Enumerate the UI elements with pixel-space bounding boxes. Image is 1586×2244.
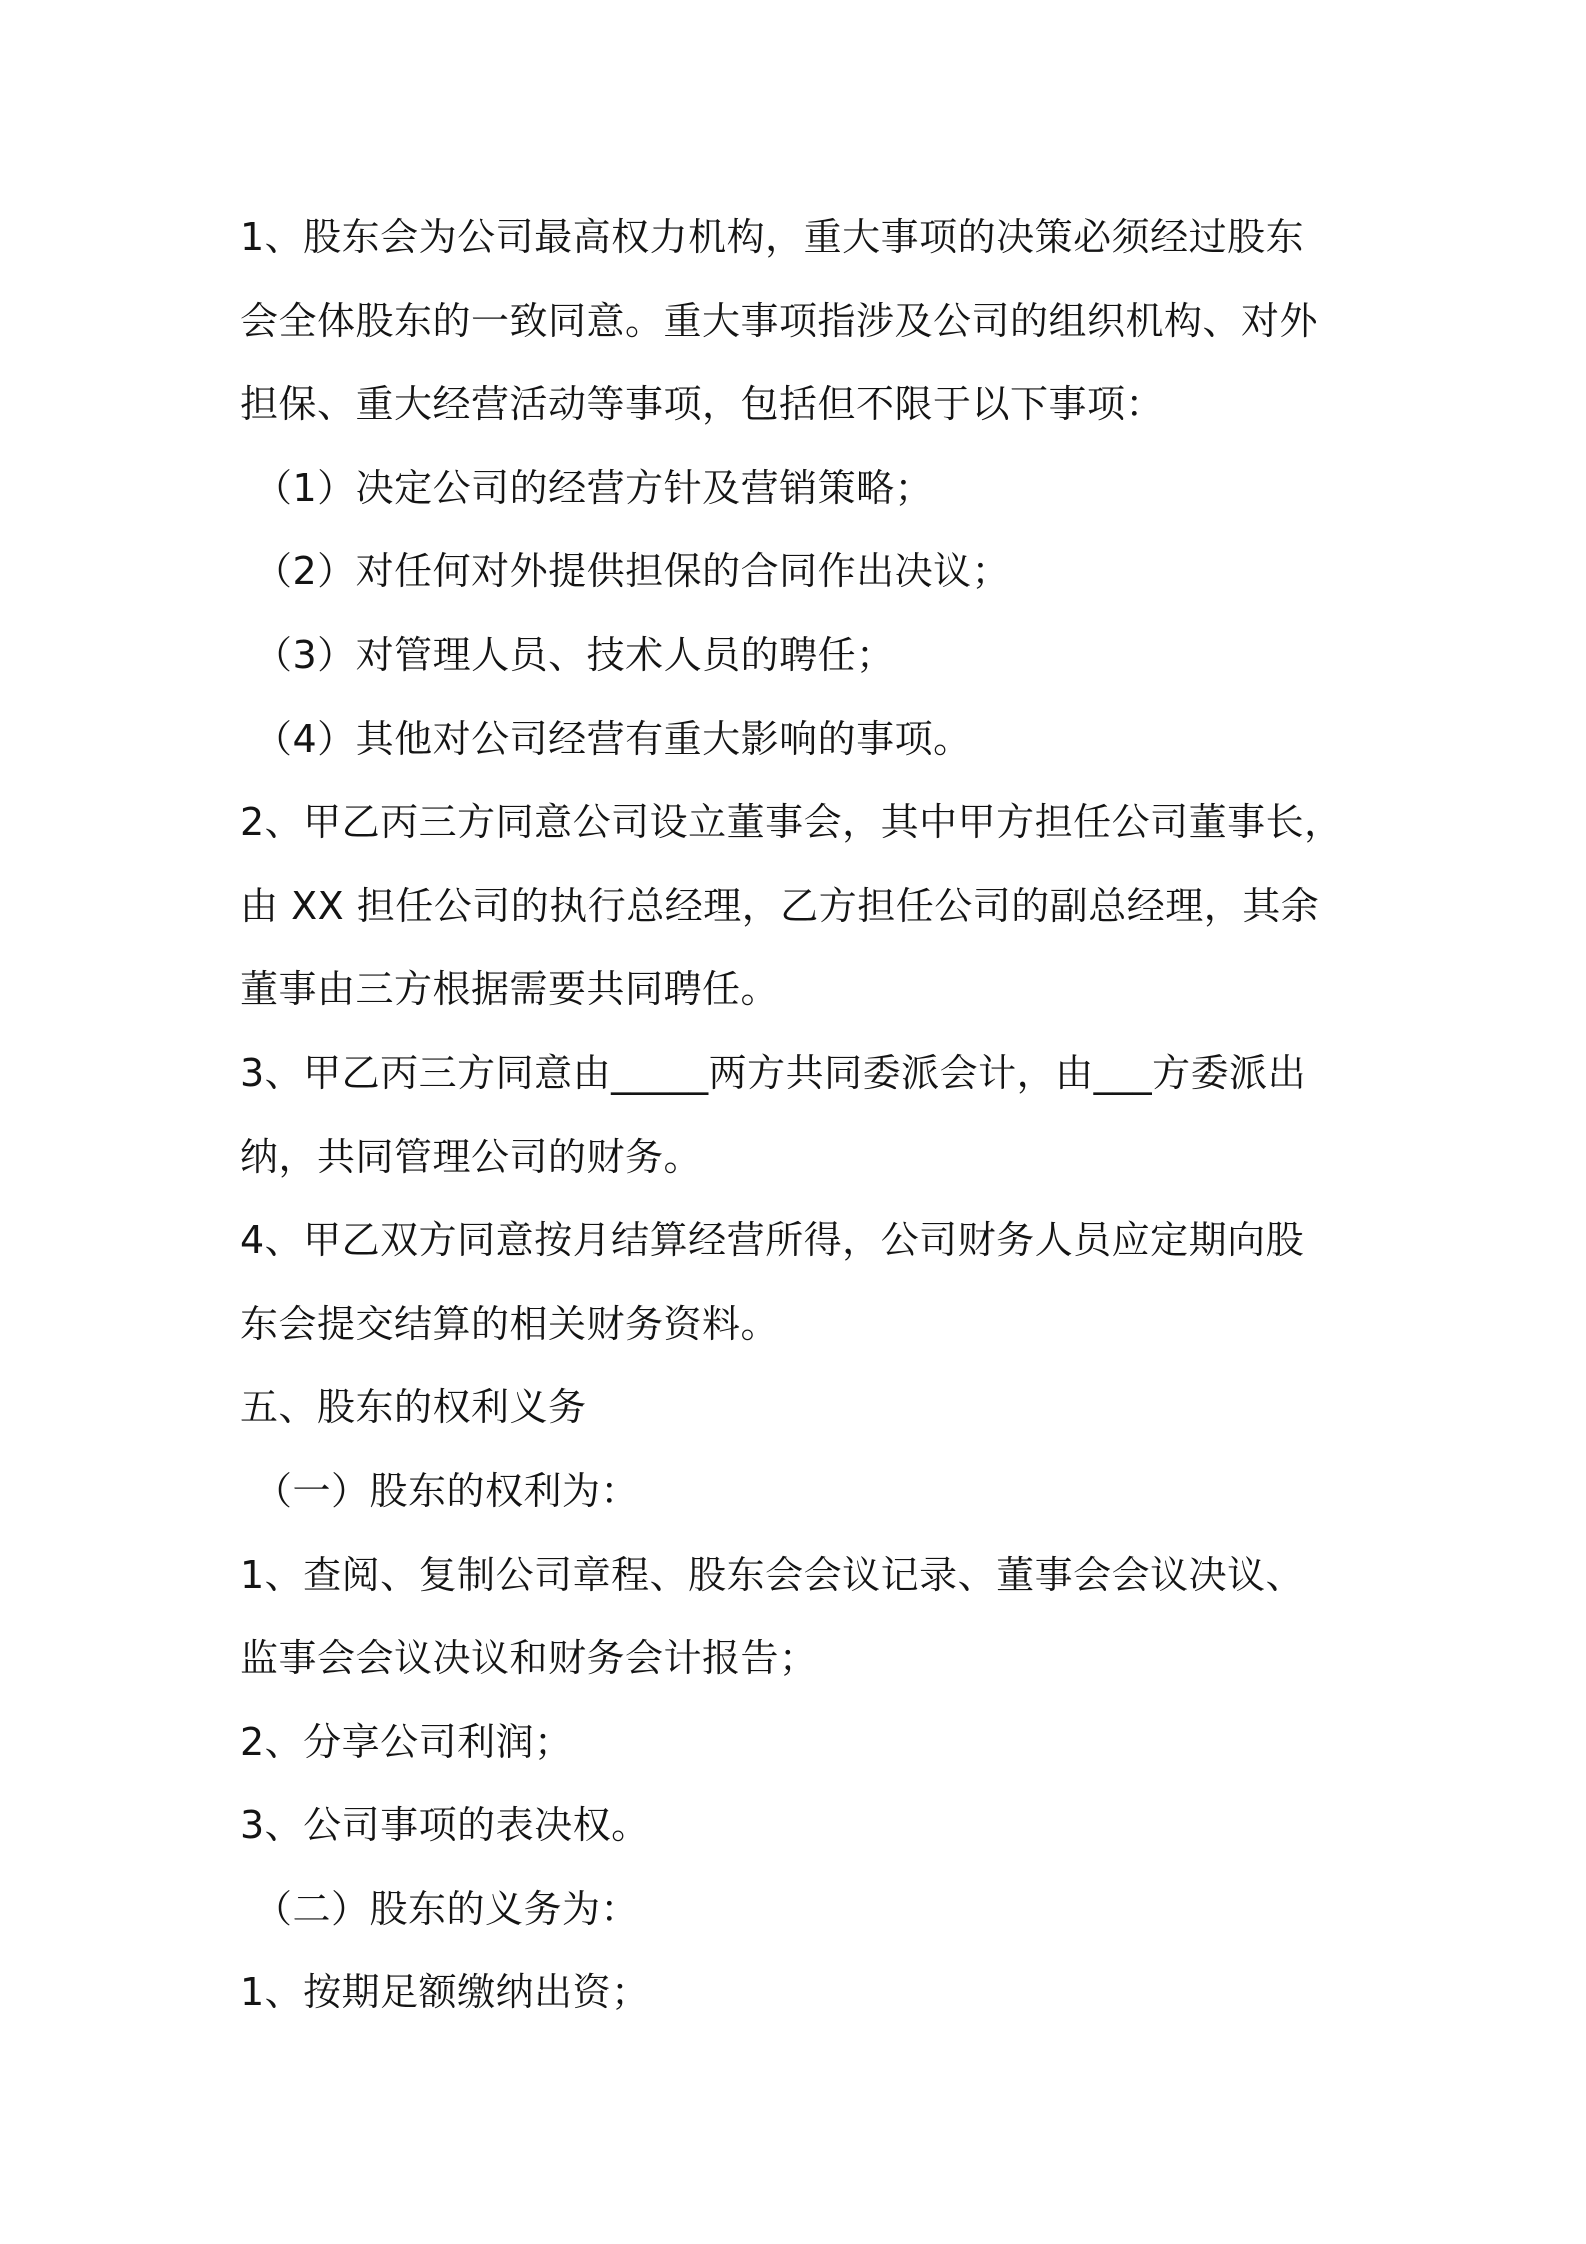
clause-1-line-3: 担保、重大经营活动等事项，包括但不限于以下事项： [240, 382, 1165, 427]
sub-item-2: （2）对任何对外提供担保的合同作出决议； [254, 549, 1011, 594]
sub-item-4: （4）其他对公司经营有重大影响的事项。 [254, 716, 972, 761]
sub-item-1: （1）决定公司的经营方针及营销策略； [254, 465, 934, 510]
clause-1-line-1: 1、股东会为公司最高权力机构，重大事项的决策必须经过股东 [240, 215, 1305, 259]
clause-2-line-3: 董事由三方根据需要共同聘任。 [240, 967, 780, 1012]
clause-3-line-1: 3、甲乙丙三方同意由_____两方共同委派会计，由___方委派出 [240, 1050, 1307, 1095]
clause-2-line-2: 由 XX 担任公司的执行总经理，乙方担任公司的副总经理，其余 [240, 883, 1320, 928]
clause-4-line-1: 4、甲乙双方同意按月结算经营所得，公司财务人员应定期向股 [240, 1218, 1305, 1263]
right-1-line-1: 1、查阅、复制公司章程、股东会会议记录、董事会会议决议、 [240, 1552, 1305, 1597]
clause-3-line-2: 纳，共同管理公司的财务。 [240, 1134, 703, 1179]
subheading-rights: （一）股东的权利为： [254, 1468, 640, 1513]
clause-4-line-2: 东会提交结算的相关财务资料。 [240, 1301, 780, 1346]
section-heading-shareholder-rights-duties: 五、股东的权利义务 [240, 1385, 587, 1430]
sub-item-3: （3）对管理人员、技术人员的聘任； [254, 632, 895, 677]
subheading-duties: （二）股东的义务为： [254, 1886, 640, 1931]
right-1-line-2: 监事会会议决议和财务会计报告； [240, 1636, 818, 1681]
right-2: 2、分享公司利润； [240, 1719, 573, 1764]
clause-2-line-1: 2、甲乙丙三方同意公司设立董事会，其中甲方担任公司董事长， [240, 800, 1343, 845]
duty-1: 1、按期足额缴纳出资； [240, 1970, 650, 2015]
right-3: 3、公司事项的表决权。 [240, 1803, 650, 1848]
clause-1-line-2: 会全体股东的一致同意。重大事项指涉及公司的组织机构、对外 [240, 298, 1319, 343]
document-body [240, 196, 1370, 2035]
